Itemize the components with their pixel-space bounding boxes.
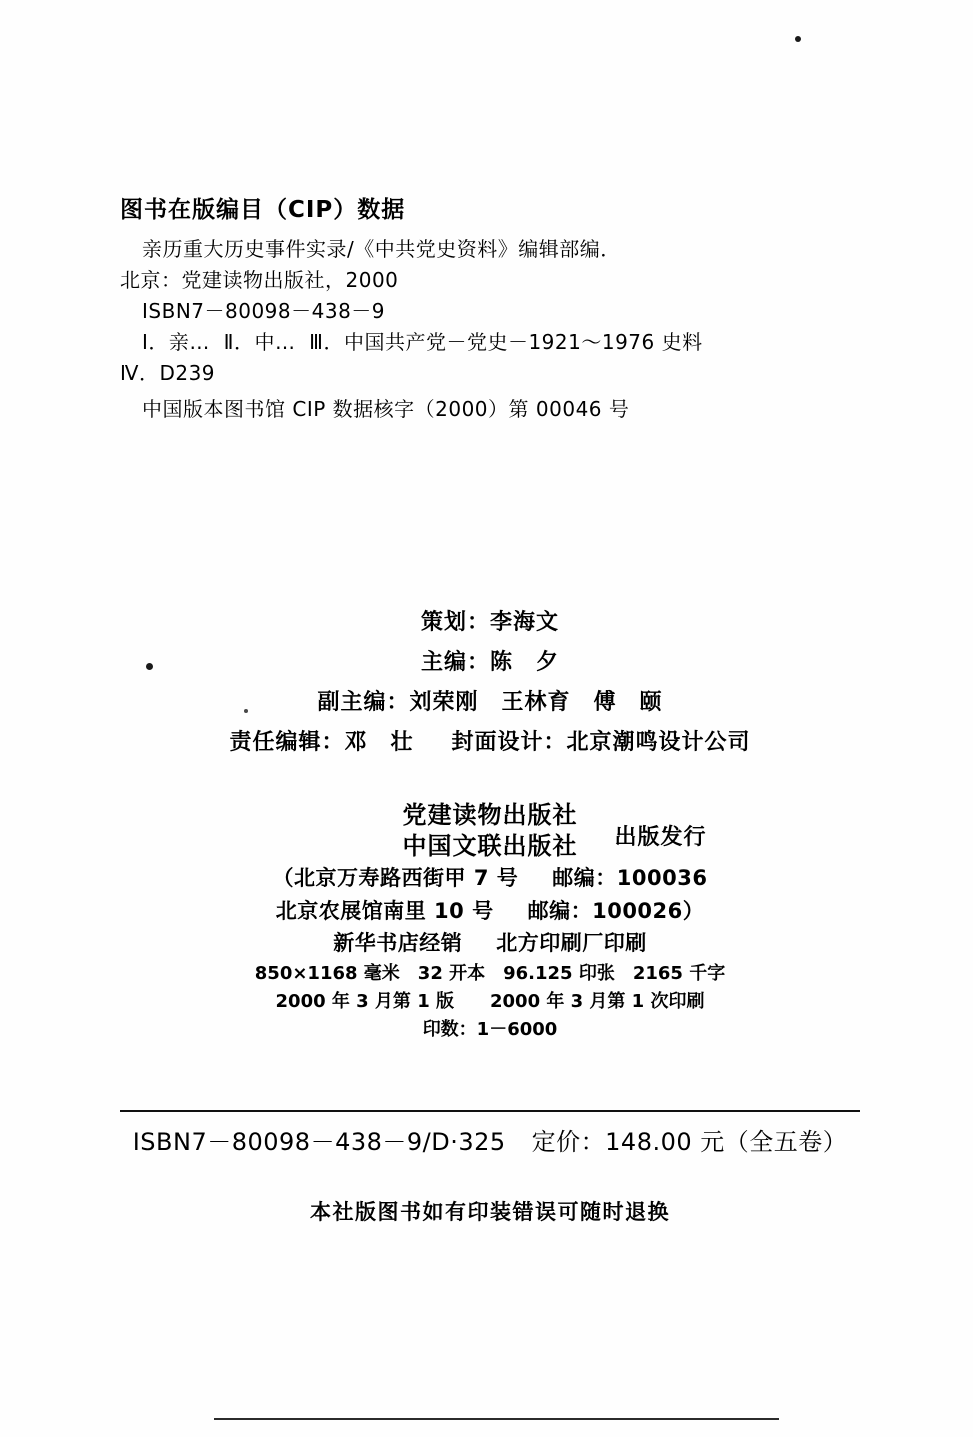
isbn-price-line [120, 1122, 860, 1157]
price-value: 148.00 元（全五卷） [605, 1128, 848, 1156]
horizontal-rule [120, 1110, 860, 1112]
crop-mark [214, 1418, 779, 1420]
publisher-block [120, 800, 860, 1044]
address-2: 北京农展馆南里 10 号 [275, 898, 494, 923]
zip-2: 邮编：100026） [527, 898, 705, 923]
book-format-line: 850×1168 毫米 32 开本 96.125 印张 2165 千字 [254, 963, 726, 985]
publisher-address-line-2 [120, 895, 860, 928]
cover-design-name: 北京潮鸣设计公司 [566, 730, 751, 755]
editor-name: 陈 夕 [490, 650, 560, 675]
publisher-name-primary: 党建读物出版社 [402, 801, 578, 829]
edition-line: 2000 年 3 月第 1 版 2000 年 3 月第 1 次印刷 [275, 990, 705, 1012]
cip-line-isbn: ISBN7－80098－438－9 [142, 298, 386, 323]
cip-line-title: 亲历重大历史事件实录/《中共党史资料》编辑部编． [142, 236, 621, 261]
deputy-names: 刘荣刚 王林育 傅 颐 [409, 690, 663, 715]
publisher-address-line-1 [120, 862, 860, 895]
planner-name: 李海文 [490, 610, 560, 635]
exchange-note: 本社版图书如有印装错误可随时退换 [310, 1200, 670, 1224]
publisher-name-secondary: 中国文联出版社 [402, 832, 578, 861]
credit-row-planner [120, 612, 860, 634]
credit-row-editor [120, 652, 860, 674]
distribution-line [120, 927, 860, 960]
zip-1: 邮编：100036 [552, 866, 708, 891]
credit-row-responsible-and-cover [120, 732, 860, 754]
cip-line-classification: Ⅰ．亲… Ⅱ．中… Ⅲ．中国共产党－党史－1921～1976 史料 [142, 329, 703, 354]
cip-heading: 图书在版编目（CIP）数据 [120, 197, 406, 223]
price-label: 定价： [531, 1128, 606, 1156]
distributor: 新华书店经销 [333, 931, 463, 956]
publisher-issue-label: 出版发行 [614, 825, 707, 850]
cip-line-imprint: 北京：党建读物出版社，2000 [120, 267, 399, 292]
isbn-value: ISBN7－80098－438－9/D·325 [132, 1128, 506, 1156]
scan-speckle [795, 36, 801, 42]
print-run-line: 印数：1－6000 [422, 1018, 558, 1040]
cip-line-class-code: Ⅳ．D239 [120, 360, 216, 385]
responsible-label: 责任编辑： [229, 730, 345, 755]
planner-label: 策划： [420, 610, 490, 635]
printer: 北方印刷厂印刷 [496, 931, 647, 956]
cover-design-label: 封面设计： [451, 730, 567, 755]
address-1: （北京万寿路西街甲 7 号 [272, 866, 519, 891]
cip-catalog-number: 中国版本图书馆 CIP 数据核字（2000）第 00046 号 [142, 396, 630, 421]
responsible-name: 邓 壮 [344, 730, 414, 755]
credit-row-deputy-editors [120, 692, 860, 714]
credits-block [120, 612, 860, 772]
cip-block [120, 196, 860, 425]
publisher-names [402, 800, 707, 862]
deputy-label: 副主编： [317, 690, 410, 715]
editor-label: 主编： [420, 650, 490, 675]
